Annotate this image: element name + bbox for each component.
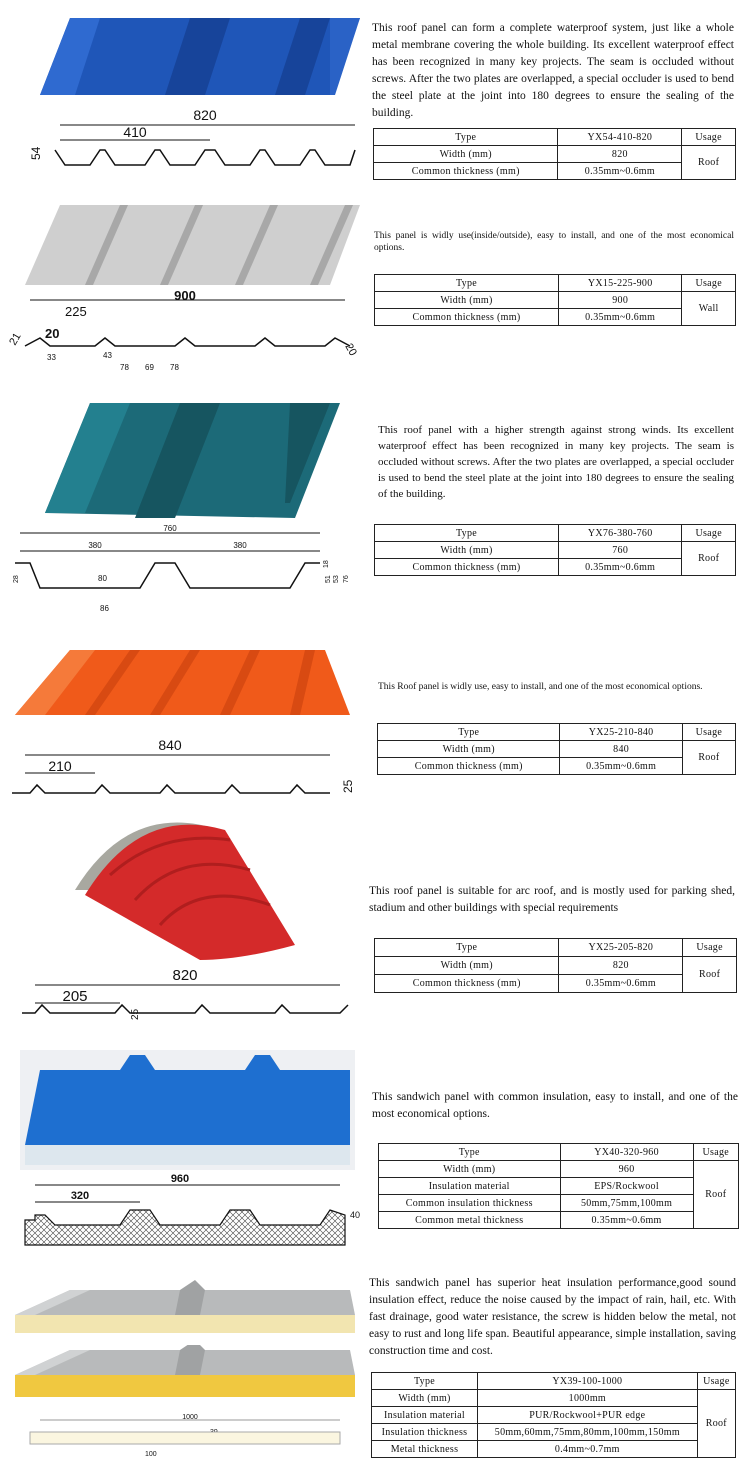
dim-pitch-2: 225	[65, 304, 87, 319]
panel-photo-3	[40, 393, 340, 523]
dim-total-4: 840	[158, 737, 182, 753]
spec-table-4: Type YX25-210-840 Usage Width (mm) 840 Roof Common thickness (mm) 0.35mm~0.6mm	[377, 723, 736, 775]
dim-total-6: 960	[170, 1173, 190, 1185]
panel-profile-2	[5, 288, 365, 378]
svg-text:78: 78	[170, 363, 179, 372]
product-section-4	[0, 625, 750, 810]
svg-text:86: 86	[100, 604, 109, 613]
panel-profile-1	[10, 105, 360, 180]
product-description-7: This sandwich panel has superior heat insulation performance,good sound insulation effect, reduce the noise caused by the impact of rain, hail, etc. With fast drainage, good water resistance, the screw is hidden below the metal, not easy to rust and long life span. Beautiful appearance, simple installation, saving construction time and cost.	[369, 1277, 736, 1357]
product-section-2	[0, 190, 750, 385]
svg-text:380: 380	[88, 541, 102, 550]
dim-height-5: 25	[130, 1008, 141, 1020]
dim-pitch-1: 410	[123, 124, 147, 140]
product-description-1: This roof panel can form a complete waterproof system, just like a whole metal membrane covering the whole building. Its excellent waterproof effect has been recognized in many key projects. The seam is occluded without screws. After the two plates are overlapped, a special occluder is used to bend the steel plate at the joint into 180 degrees to ensure the sealing of the building.	[372, 22, 734, 119]
dim-height-4: 25	[341, 779, 355, 793]
dim-total-1: 820	[193, 107, 217, 123]
svg-text:78: 78	[120, 363, 129, 372]
svg-text:51: 51	[325, 575, 332, 583]
svg-text:28: 28	[13, 575, 20, 583]
dim-height-1: 54	[29, 146, 43, 160]
spec-table-7: Type YX39-100-1000 Usage Width (mm) 1000mm Roof Insulation material PUR/Rockwool+PUR edge Insulation thickness 50mm,60mm,75mm,80mm,100mm,150mm Metal thickness 0.4mm~0.7mm	[371, 1372, 736, 1458]
panel-photo-2	[20, 200, 360, 290]
panel-profile-4	[10, 735, 360, 805]
svg-text:53: 53	[333, 575, 340, 583]
dim-pitch-5: 205	[62, 988, 88, 1005]
product-section-3	[0, 388, 750, 618]
spec-table-2: Type YX15-225-900 Usage Width (mm) 900 Wall Common thickness (mm) 0.35mm~0.6mm	[374, 274, 736, 326]
svg-text:43: 43	[103, 351, 112, 360]
svg-text:18: 18	[323, 560, 330, 568]
dim-left-2: 21	[7, 330, 24, 348]
panel-photo-7b	[10, 1345, 360, 1405]
dim-rib-2: 20	[45, 326, 60, 341]
spec-table-1: Type YX54-410-820 Usage Width (mm) 820 Roof Common thickness (mm) 0.35mm~0.6mm	[373, 128, 736, 180]
panel-photo-1	[30, 10, 360, 105]
svg-text:33: 33	[47, 353, 56, 362]
dim-right-2: 20	[342, 341, 359, 359]
dim-height-6: 40	[350, 1210, 361, 1220]
panel-profile-3	[10, 523, 355, 618]
dim-pitch-4: 210	[48, 758, 72, 774]
svg-text:80: 80	[98, 574, 107, 583]
product-description-4: This Roof panel is widly use, easy to install, and one of the most economical options.	[378, 682, 703, 692]
svg-text:76: 76	[343, 575, 350, 583]
product-description-6: This sandwich panel with common insulation, easy to install, and one of the most economical options.	[372, 1091, 738, 1120]
panel-photo-6	[20, 1050, 355, 1170]
product-description-2: This panel is widly use(inside/outside), easy to install, and one of the most economical options.	[374, 231, 734, 253]
panel-profile-5	[20, 965, 360, 1030]
dim-pitch-7: 100	[145, 1451, 157, 1458]
dim-pitch-6: 320	[70, 1190, 90, 1202]
product-section-5	[0, 815, 750, 1030]
dim-total-3: 760	[163, 524, 177, 533]
svg-text:380: 380	[233, 541, 247, 550]
panel-profile-6	[20, 1170, 370, 1255]
product-description-5: This roof panel is suitable for arc roof, and is mostly used for parking shed, stadium and other buildings with special requirements	[369, 885, 735, 914]
spec-table-6: Type YX40-320-960 Usage Width (mm) 960 Roof Insulation material EPS/Rockwool Common insulation thickness 50mm,75mm,100mm Common metal thickness 0.35mm~0.6mm	[378, 1143, 739, 1229]
panel-photo-4	[15, 635, 350, 720]
panel-profile-7	[10, 1410, 360, 1470]
panel-photo-5	[70, 820, 300, 965]
panel-photo-7a	[10, 1280, 360, 1340]
product-section-1	[0, 0, 750, 185]
svg-text:69: 69	[145, 363, 154, 372]
product-section-7	[0, 1275, 750, 1475]
spec-table-3: Type YX76-380-760 Usage Width (mm) 760 Roof Common thickness (mm) 0.35mm~0.6mm	[374, 524, 736, 576]
spec-table-5: Type YX25-205-820 Usage Width (mm) 820 Roof Common thickness (mm) 0.35mm~0.6mm	[374, 938, 737, 993]
product-description-3: This roof panel with a higher strength against strong winds. Its excellent waterproof effect has been recognized in many key projects. The seam is occluded without screws. After the two plates are overlapped, a special occluder is used to bend the steel plate at the joint into 180 degrees to ensure the sealing of the building.	[378, 424, 734, 500]
product-section-6	[0, 1045, 750, 1260]
dim-total-5: 820	[172, 967, 198, 984]
dim-total-7: 1000	[182, 1414, 198, 1421]
dim-total-2: 900	[174, 288, 196, 303]
